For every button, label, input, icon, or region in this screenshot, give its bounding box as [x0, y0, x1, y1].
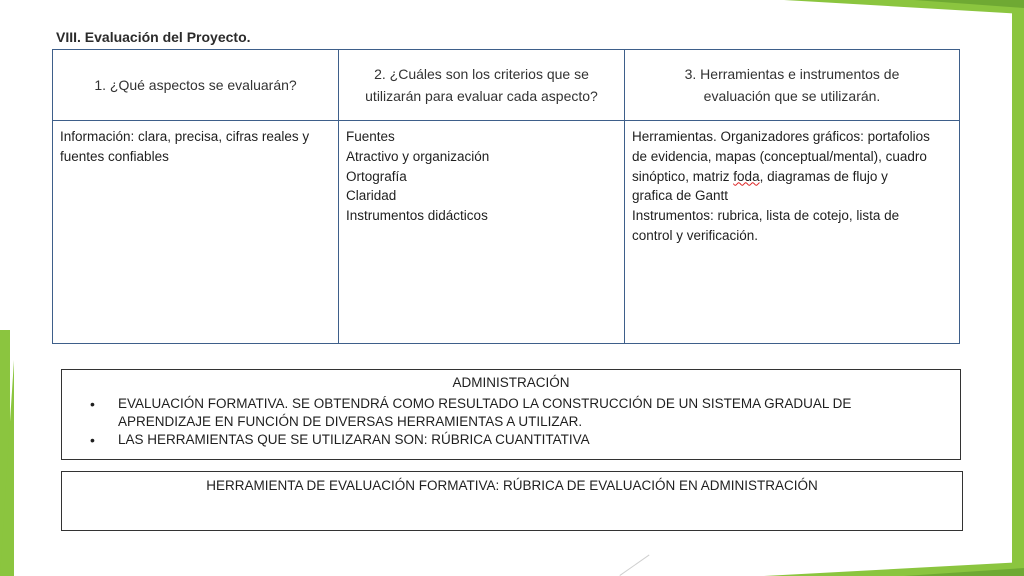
tools-line-part: , diagramas de flujo y: [759, 168, 888, 184]
administration-title: ADMINISTRACIÓN: [452, 375, 570, 390]
spellcheck-flagged-word: foda: [733, 168, 760, 184]
header-criteria-line-1: 2. ¿Cuáles son los criterios que se: [374, 66, 589, 82]
header-tools-line-2: evaluación que se utilizarán.: [703, 88, 881, 104]
bottom-decorative-line: [619, 555, 649, 576]
cell-criteria: [339, 121, 625, 344]
tools-line: Instrumentos: rubrica, lista de cotejo, lista de: [632, 208, 900, 224]
header-cell-criteria: [339, 50, 625, 121]
tools-line: [632, 167, 952, 187]
right-accent-strip: [1012, 0, 1024, 576]
aspects-line: Información: clara, precisa, cifras reales y: [60, 129, 310, 144]
table-header-row: [53, 50, 960, 121]
bullet-icon: •: [90, 396, 95, 412]
list-item: [90, 431, 940, 449]
bottom-right-accent-dark: [904, 568, 1024, 576]
formative-tool-box: [61, 471, 963, 531]
section-title: VIII. Evaluación del Proyecto.: [56, 29, 251, 45]
header-aspects-text: 1. ¿Qué aspectos se evaluarán?: [94, 77, 297, 93]
top-right-accent-dark: [914, 0, 1024, 8]
admin-item-2: LAS HERRAMIENTAS QUE SE UTILIZARAN SON: RÚBRICA CUANTITATIVA: [118, 432, 590, 447]
evaluation-table: [52, 49, 960, 344]
header-cell-aspects: [53, 50, 339, 121]
administration-list: [90, 395, 940, 449]
criteria-item: Atractivo y organización: [346, 148, 490, 164]
tools-line: de evidencia, mapas (conceptual/mental), cuadro: [632, 148, 927, 164]
criteria-item: Instrumentos didácticos: [346, 208, 488, 224]
cell-tools: [625, 121, 960, 344]
tools-line: Herramientas. Organizadores gráficos: portafolios: [632, 129, 930, 144]
list-item: [90, 395, 940, 431]
criteria-item: Ortografía: [346, 168, 407, 184]
tools-line-part: sinóptico, matriz: [632, 168, 734, 184]
admin-item-1-line-1: EVALUACIÓN FORMATIVA. SE OBTENDRÁ COMO RESULTADO LA CONSTRUCCIÓN DE UN SISTEMA GRADUAL DE: [118, 396, 852, 411]
header-cell-tools: [625, 50, 960, 121]
tools-line: grafica de Gantt: [632, 188, 729, 204]
cell-aspects: [53, 121, 339, 344]
criteria-item: Fuentes: [346, 129, 395, 144]
bullet-icon: •: [90, 432, 95, 448]
header-tools-line-1: 3. Herramientas e instrumentos de: [684, 66, 900, 82]
left-accent-wedge: [0, 290, 14, 576]
aspects-line: fuentes confiables: [60, 148, 169, 164]
table-row: [53, 121, 960, 344]
formative-tool-title: HERRAMIENTA DE EVALUACIÓN FORMATIVA: RÚBRICA DE EVALUACIÓN EN ADMINISTRACIÓN: [206, 478, 818, 493]
criteria-item: Claridad: [346, 188, 397, 204]
header-criteria-line-2: utilizarán para evaluar cada aspecto?: [365, 88, 598, 104]
administration-box: [61, 369, 961, 460]
admin-item-1-line-2: APRENDIZAJE EN FUNCIÓN DE DIVERSAS HERRAMIENTAS A UTILIZAR.: [118, 414, 583, 429]
tools-line: control y verificación.: [632, 227, 759, 243]
